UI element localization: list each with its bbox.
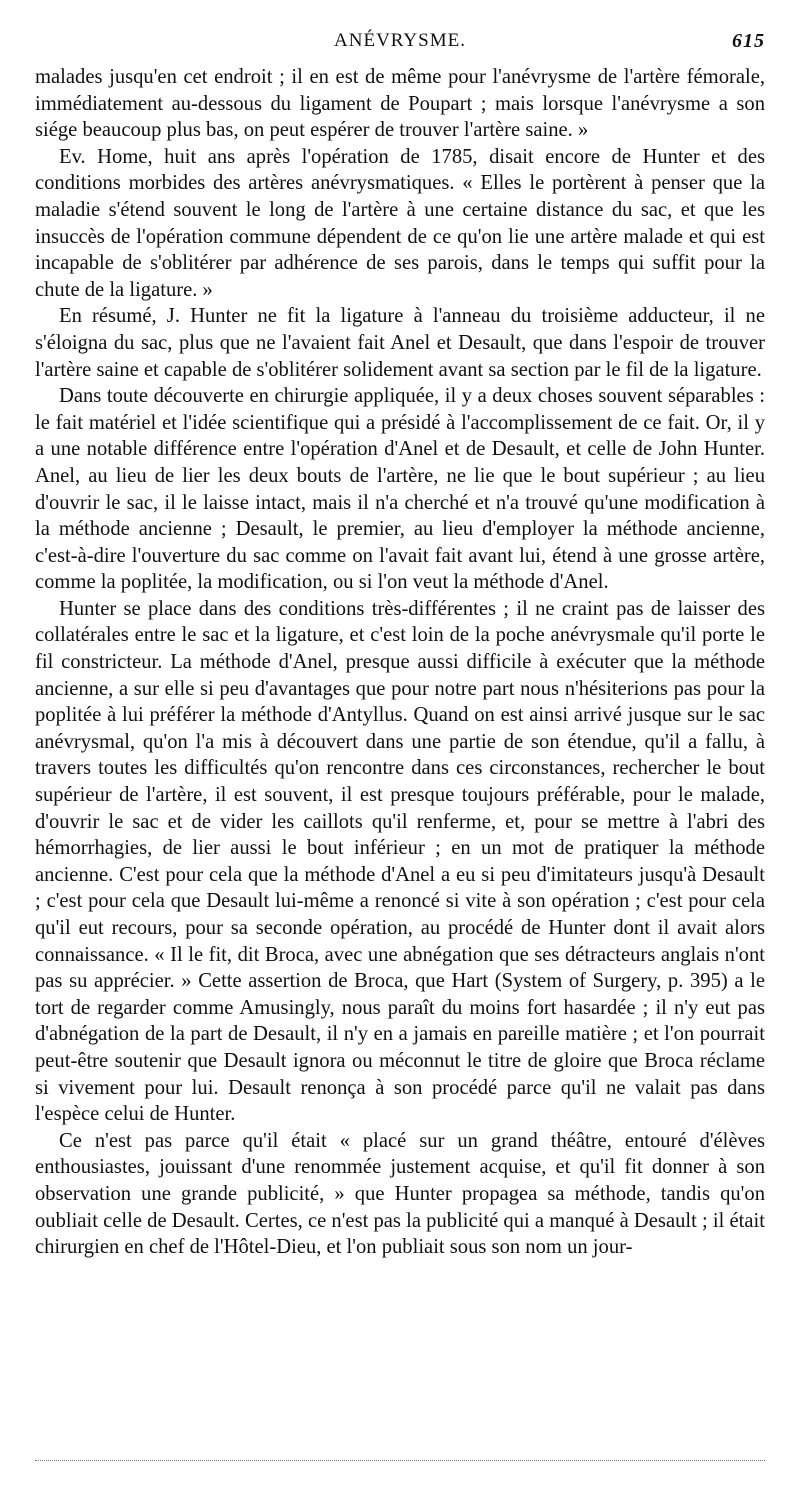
- paragraph-home: Ev. Home, huit ans après l'opération de 1785, disait encore de Hunter et des conditions morbides des artères anévrysmatiques. « Elles le portèrent à penser que la maladie s'étend souvent le long de l'artère à une certaine distance du sac, et que les insuccès de l'opération commune dépendent de ce qu'on lie une artère malade et qui est incapable de s'oblitérer par adhérence de ses parois, dans le temps qui suffit pour la chute de la ligature. »: [35, 145, 765, 301]
- paragraph-publicite: Ce n'est pas parce qu'il était « placé sur un grand théâtre, entouré d'élèves enthousiastes, jouissant d'une renommée justement acquise, et qu'il fit donner à son observation une grande publicité, » que Hunter propagea sa méthode, tandis qu'on oubliait celle de Desault. Certes, ce n'est pas la publicité qui a manqué à Desault ; il était chirurgien en chef de l'Hôtel-Dieu, et l'on publiait sous son nom un jour-: [35, 1129, 765, 1259]
- running-title: ANÉVRYSME.: [334, 30, 466, 51]
- footer-dotted-rule: [35, 1460, 765, 1461]
- page-number: 615: [732, 30, 765, 52]
- paragraph-resume: En résumé, J. Hunter ne fit la ligature à l'anneau du troisième adducteur, il ne s'éloigna du sac, plus que ne l'avaient fait Anel et Desault, que dans l'espoir de trouver l'artère saine et capable de s'oblitérer solidement avant sa section par le fil de la ligature.: [35, 305, 765, 381]
- paragraph-hunter: Hunter se place dans des conditions très-différentes ; il ne craint pas de laisser des collatérales entre le sac et la ligature, et c'est loin de la poche anévrysmale qu'il porte le fil constricteur. La méthode d'Anel, presque aussi difficile à exécuter que la méthode ancienne, a sur elle si peu d'avantages que pour notre part nous n'hésiterions pas pour la poplitée à lui préférer la méthode d'Antyllus. Quand on est ainsi arrivé jusque sur le sac anévrysmal, qu'on l'a mis à découvert dans une partie de son étendue, qu'il a fallu, à travers toutes les difficultés qu'on rencontre dans ces circonstances, rechercher le bout supérieur de l'artère, il est souvent, il est presque toujours préférable, pour le malade, d'ouvrir le sac et de vider les caillots qu'il renferme, et, pour se mettre à l'abri des hémorrhagies, de lier aussi le bout inférieur ; en un mot de pratiquer la méthode ancienne. C'est pour cela que la méthode d'Anel a eu si peu d'imitateurs jusqu'à Desault ; c'est pour cela que Desault lui-même a renoncé si vite à son opération ; c'est pour cela qu'il eut recours, pour sa seconde opération, au procédé de Hunter dont il avait alors connaissance. « Il le fit, dit Broca, avec une abnégation que ses détracteurs anglais n'ont pas su apprécier. » Cette assertion de Broca, que Hart (System of Surgery, p. 395) a le tort de regarder comme Amusingly, nous paraît du moins fort hasardée ; il n'y eut pas d'abnégation de la part de Desault, il n'y en a jamais en pareille matière ; et l'on pourrait peut-être soutenir que Desault ignora ou méconnut le titre de gloire que Broca réclame si vivement pour lui. Desault renonça à son procédé parce qu'il ne valait pas dans l'espèce celui de Hunter.: [35, 597, 765, 1126]
- paragraph-continuation: malades jusqu'en cet endroit ; il en est de même pour l'anévrysme de l'artère fémorale, immédiatement au-dessous du ligament de Poupart ; mais lorsque l'anévrysme a son siége beaucoup plus bas, on peut espérer de trouver l'artère saine. »: [35, 66, 765, 142]
- running-header: [35, 30, 765, 58]
- body-text: [35, 64, 765, 1261]
- paragraph-decouverte: Dans toute découverte en chirurgie appliquée, il y a deux choses souvent séparables : le fait matériel et l'idée scientifique qui a présidé à l'accomplissement de ce fait. Or, il y a une notable différence entre l'opération d'Anel et de Desault, et celle de John Hunter. Anel, au lieu de lier les deux bouts de l'artère, ne lie que le bout supérieur ; au lieu d'ouvrir le sac, il le laisse intact, mais il n'a cherché et n'a trouvé qu'une modification à la méthode ancienne ; Desault, le premier, au lieu d'employer la méthode ancienne, c'est-à-dire l'ouverture du sac comme on l'avait fait avant lui, étend à une grosse artère, comme la poplitée, la modification, ou si l'on veut la méthode d'Anel.: [35, 385, 765, 594]
